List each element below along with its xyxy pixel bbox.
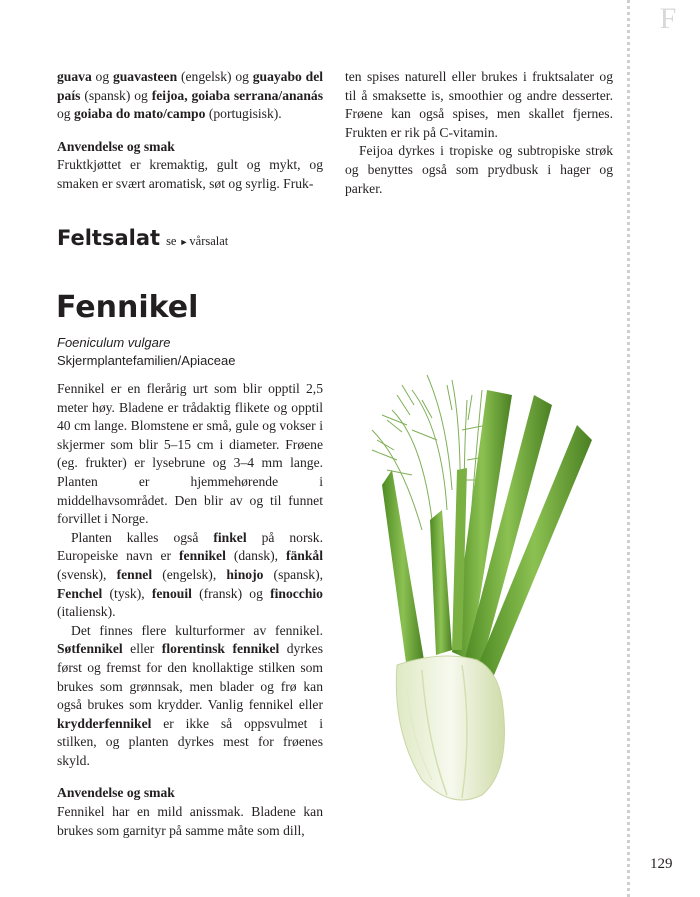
latin-name: Foeniculum vulgare: [57, 335, 171, 350]
fennikel-names-paragraph: Planten kalles også finkel på norsk. Europeiske navn er fennikel (dansk), fänkål (svensk), fennel (engelsk), hinojo (spansk), Fenchel (tysk), fenouil (fransk) og finocchio (italiensk).: [57, 529, 324, 620]
fennikel-description: Fennikel er en flerårig urt som blir opptil 2,5 meter høy. Bladene er trådaktig flikete og opptil 40 cm lange. Blomstene er små, gule og vokser i skjermer som blir 5–15 cm i diameter. Frøene (eg. frukter) er lysebrune og 3–4 mm lange. Planten er hjemmehørende i middelhavsområdet. Den blir av og til funnet forvillet i Norge.: [57, 381, 323, 527]
feijoa-usage-text: Fruktkjøttet er kremaktig, gult og mykt, og smaken er svært aromatisk, søt og syrlig. Fruk-: [57, 157, 323, 191]
fennikel-usage-text: Fennikel har en mild anissmak. Bladene kan brukes som garnityr på samme måte som dill,: [57, 804, 323, 838]
plant-family: Skjermplantefamilien/Apiaceae: [57, 353, 236, 368]
section-letter: F: [659, 2, 677, 35]
top-right-column: [345, 68, 613, 198]
cross-reference-link[interactable]: vårsalat: [189, 234, 229, 248]
margin-dotted-line: [627, 0, 630, 897]
feijoa-usage-heading: Anvendelse og smak: [57, 138, 175, 154]
page-number: 129: [650, 856, 673, 872]
feijoa-continued-paragraph: ten spises naturell eller brukes i fruktsalater og til å smaksette is, smoothier og andre desserter. Frøene kan også spises, men skallet fjernes. Frukten er rik på C-vitamin.: [345, 69, 613, 140]
fennikel-usage-heading: Anvendelse og smak: [57, 785, 175, 801]
feijoa-names-paragraph: guava og guavasteen (engelsk) og guayabo del país (spansk) og feijoa, goiaba serrana/ananás og goiaba do mato/campo (portugisisk).: [57, 69, 324, 122]
top-left-column: [57, 68, 323, 194]
fennikel-title: Fennikel: [56, 290, 199, 325]
feltsalat-entry: [57, 226, 228, 250]
fennikel-cultivars-paragraph: Det finnes flere kulturformer av fennikel. Søtfennikel eller florentinsk fennikel dyrkes først og fremst for den knollaktige stilken som brukes som grønnsak, men blader og frø kan også brukes som krydder. Vanlig fennikel eller krydderfennikel er ikke så oppsvulmet i stilken, og planten dyrkes mest for frøenes skyld.: [57, 622, 323, 768]
feltsalat-title: Feltsalat: [57, 226, 161, 250]
arrow-icon: ►: [179, 237, 189, 247]
see-label: se: [166, 234, 177, 248]
fennel-image: [352, 370, 602, 810]
fennikel-text-column: [57, 380, 323, 840]
feijoa-growing-paragraph: Feijoa dyrkes i tropiske og subtropiske strøk og benyttes også som prydbusk i hager og parker.: [345, 143, 613, 196]
